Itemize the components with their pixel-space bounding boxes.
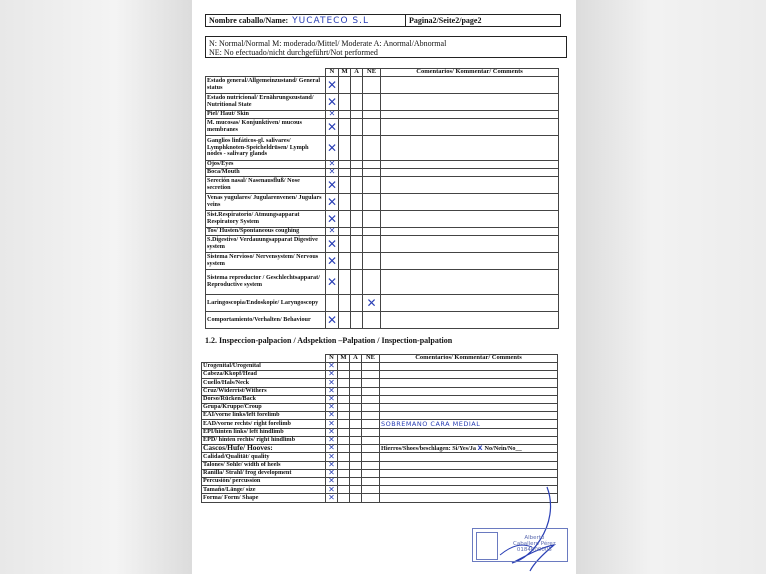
check-mark-icon: ✕ bbox=[327, 94, 338, 109]
comment-cell bbox=[381, 177, 559, 194]
comment-cell bbox=[380, 436, 558, 444]
comment-cell bbox=[380, 379, 558, 387]
general-exam-table bbox=[205, 68, 559, 329]
cell-ne bbox=[363, 194, 381, 211]
cell-ne bbox=[363, 270, 381, 295]
comment-cell bbox=[381, 228, 559, 236]
cell-a bbox=[351, 312, 363, 329]
comment-cell bbox=[380, 363, 558, 371]
check-mark-icon: ✕ bbox=[327, 312, 338, 327]
cell-m bbox=[339, 161, 351, 169]
table-row bbox=[206, 77, 559, 94]
check-mark-icon: ✕ bbox=[327, 177, 338, 192]
comment-cell bbox=[381, 253, 559, 270]
cell-ne bbox=[363, 211, 381, 228]
horse-name-label: Nombre caballo/Name: bbox=[209, 16, 289, 25]
check-mark-icon: ✕ bbox=[363, 295, 381, 312]
check-mark-icon: ✕ bbox=[326, 270, 339, 295]
cell-a bbox=[351, 77, 363, 94]
cell-ne bbox=[362, 453, 380, 461]
table-row bbox=[206, 194, 559, 211]
table-row bbox=[202, 428, 558, 436]
comment-cell bbox=[381, 136, 559, 161]
cell-a bbox=[351, 161, 363, 169]
check-mark-icon: ✕ bbox=[326, 363, 338, 371]
cell-a bbox=[351, 211, 363, 228]
legend-line-1: N: Normal/Normal M: moderado/Mittel/ Moderate A: Anormal/Abnormal bbox=[209, 39, 447, 48]
table-row bbox=[206, 161, 559, 169]
cell-a bbox=[350, 461, 362, 469]
cell-ne bbox=[362, 478, 380, 486]
cell-a bbox=[350, 363, 362, 371]
horse-name-cell bbox=[206, 15, 406, 26]
cell-a bbox=[351, 194, 363, 211]
cell-m bbox=[338, 371, 350, 379]
check-mark-icon: ✕ bbox=[326, 111, 339, 119]
check-mark-icon: ✕ bbox=[326, 228, 339, 236]
table-row bbox=[206, 94, 559, 111]
comment-cell bbox=[381, 169, 559, 177]
document-page bbox=[192, 0, 576, 574]
row-label: Piel/ Haut/ Skin bbox=[206, 111, 326, 119]
cell-m bbox=[339, 228, 351, 236]
col-a: A bbox=[350, 355, 362, 363]
comment-cell bbox=[381, 94, 559, 111]
cell-ne bbox=[363, 94, 381, 111]
legend-line-2: NE: No efectuado/nicht durchgeführt/Not performed bbox=[209, 48, 378, 57]
check-mark-icon: ✕ bbox=[326, 436, 338, 444]
comment-cell bbox=[380, 387, 558, 395]
table-header bbox=[206, 69, 559, 77]
table-row bbox=[206, 169, 559, 177]
table-row bbox=[206, 177, 559, 194]
cell-m bbox=[338, 379, 350, 387]
table-row bbox=[206, 211, 559, 228]
comment-cell bbox=[380, 453, 558, 461]
table-row bbox=[202, 371, 558, 379]
check-mark-icon: ✕ bbox=[326, 486, 338, 494]
check-mark-icon: ✕ bbox=[326, 453, 338, 461]
check-mark-icon: ✕ bbox=[326, 161, 339, 169]
cell-m bbox=[339, 94, 351, 111]
cell-ne bbox=[363, 236, 381, 253]
table-header bbox=[202, 355, 558, 363]
row-label: Cruz/Widerrist/Withers bbox=[202, 387, 326, 395]
right-background bbox=[576, 0, 766, 574]
legend-box bbox=[205, 36, 567, 58]
table-row bbox=[202, 379, 558, 387]
row-label: EAI/vorne links/left forelimb bbox=[202, 412, 326, 420]
col-comments: Comentarios/ Kommentar/ Comments bbox=[381, 69, 559, 77]
row-label: Cabeza/Kkopf/Head bbox=[202, 371, 326, 379]
cell-m bbox=[339, 111, 351, 119]
cell-a bbox=[350, 403, 362, 411]
table-row bbox=[202, 395, 558, 403]
check-mark-icon: ✕ bbox=[326, 379, 338, 387]
row-label: Urogenital/Urogenital bbox=[202, 363, 326, 371]
row-label: Sereción nasal/ Nasenausfluß/ Nose secretion bbox=[206, 177, 326, 194]
table-row bbox=[202, 420, 558, 428]
check-mark-icon: ✕ bbox=[326, 387, 338, 395]
cell-a bbox=[351, 228, 363, 236]
cell-m bbox=[339, 236, 351, 253]
check-mark-icon: ✕ bbox=[326, 420, 338, 428]
check-mark-icon: ✕ bbox=[327, 253, 338, 268]
page-label: Pagina2/Seite2/page2 bbox=[409, 16, 482, 25]
table-row bbox=[206, 228, 559, 236]
table-row bbox=[206, 295, 559, 312]
cell-m bbox=[339, 177, 351, 194]
cell-a bbox=[351, 169, 363, 177]
row-label: Estado nutricional/ Ernährungszustand/ Nutritional State bbox=[206, 94, 326, 111]
cell-m bbox=[338, 461, 350, 469]
table-row bbox=[202, 387, 558, 395]
table-row bbox=[202, 403, 558, 411]
stamp-logo-icon bbox=[476, 532, 498, 560]
cell-a bbox=[351, 177, 363, 194]
cell-a bbox=[350, 469, 362, 477]
row-label: EPD/ hinten rechts/ right hindlimb bbox=[202, 436, 326, 444]
cell-m bbox=[339, 77, 351, 94]
cell-a bbox=[350, 420, 362, 428]
veterinarian-stamp bbox=[472, 528, 568, 562]
comment-cell bbox=[381, 236, 559, 253]
row-label: Tos/ Husten/Spontaneous coughing bbox=[206, 228, 326, 236]
row-label: Sist.Respiratorio/ Atmungsapparat Respiratory System bbox=[206, 211, 326, 228]
palpation-table bbox=[201, 354, 558, 503]
stamp-number: 0184600005 bbox=[516, 547, 552, 553]
cell-m bbox=[339, 119, 351, 136]
cell-m bbox=[338, 486, 350, 494]
cell-m bbox=[338, 420, 350, 428]
cell-ne bbox=[362, 428, 380, 436]
cell-m bbox=[339, 211, 351, 228]
cell-m bbox=[338, 428, 350, 436]
row-label: Sistema reproductor / Geschlechtsapparat/ Reproductive system bbox=[206, 270, 326, 295]
cell-m bbox=[339, 312, 351, 329]
cell-a bbox=[350, 428, 362, 436]
check-mark-icon: ✕ bbox=[326, 412, 338, 420]
row-label: Boca/Mouth bbox=[206, 169, 326, 177]
cell-ne bbox=[362, 403, 380, 411]
cell-m bbox=[338, 403, 350, 411]
table-row bbox=[206, 119, 559, 136]
cell-a bbox=[351, 111, 363, 119]
comment-cell bbox=[380, 428, 558, 436]
cell-m bbox=[339, 295, 351, 312]
cell-m bbox=[339, 194, 351, 211]
cell-ne bbox=[363, 228, 381, 236]
cell-a bbox=[351, 136, 363, 161]
cell-a bbox=[350, 395, 362, 403]
col-comments: Comentarios/ Kommentar/ Comments bbox=[380, 355, 558, 363]
check-mark-icon: ✕ bbox=[326, 478, 338, 486]
cell-m bbox=[338, 478, 350, 486]
cell-ne bbox=[363, 253, 381, 270]
comment-cell bbox=[381, 194, 559, 211]
cell-a bbox=[351, 295, 363, 312]
row-label: Venas yugulares/ Jugularenvenen/ Jugulars veins bbox=[206, 194, 326, 211]
cell-m bbox=[339, 169, 351, 177]
cell-m bbox=[338, 412, 350, 420]
section-title: 1.2. Inspeccion-palpacion / Adspektion –Palpation / Inspection-palpation bbox=[205, 336, 453, 345]
shoes-yes-mark: X bbox=[477, 443, 483, 452]
stamp-name-2: Caballero Pérez bbox=[513, 541, 556, 547]
col-ne: NE bbox=[362, 355, 380, 363]
left-background bbox=[0, 0, 192, 574]
cell-ne bbox=[362, 395, 380, 403]
cell-ne bbox=[363, 136, 381, 161]
row-label: Ganglios linfáticos-gl. salivares/ Lymphknoten-Speicheldrüsen/ Lymph nodes - salivary glands bbox=[206, 136, 326, 161]
row-label: Forma/ Form/ Shape bbox=[202, 494, 326, 502]
cell-m bbox=[338, 363, 350, 371]
cell-a bbox=[350, 436, 362, 444]
cell-m bbox=[338, 395, 350, 403]
row-label: Talones/ Sohle/ width of heels bbox=[202, 461, 326, 469]
row-label: Tamaño/Länge/ size bbox=[202, 486, 326, 494]
check-mark-icon: ✕ bbox=[326, 136, 339, 161]
cell-m bbox=[338, 494, 350, 502]
cell-ne bbox=[363, 119, 381, 136]
comment-cell bbox=[381, 119, 559, 136]
col-n: N bbox=[326, 355, 338, 363]
comment-cell bbox=[381, 312, 559, 329]
row-label: Cuello/Hals/Neck bbox=[202, 379, 326, 387]
comment-cell bbox=[380, 403, 558, 411]
cell-ne bbox=[363, 77, 381, 94]
col-n: N bbox=[326, 69, 339, 77]
table-row bbox=[206, 312, 559, 329]
cell-a bbox=[351, 253, 363, 270]
cell-a bbox=[350, 494, 362, 502]
cell-a bbox=[351, 119, 363, 136]
check-mark-icon: ✕ bbox=[327, 77, 338, 92]
hooves-row bbox=[202, 444, 558, 453]
table-row bbox=[206, 236, 559, 253]
cell-ne bbox=[362, 469, 380, 477]
cell-a bbox=[350, 412, 362, 420]
cell-ne bbox=[363, 177, 381, 194]
cell-ne bbox=[362, 494, 380, 502]
row-label: Ranilla/ Strahl/ frog development bbox=[202, 469, 326, 477]
comment-cell bbox=[380, 412, 558, 420]
check-mark-icon: ✕ bbox=[327, 119, 338, 134]
table-row bbox=[202, 412, 558, 420]
cell-ne bbox=[363, 161, 381, 169]
cell-a bbox=[350, 478, 362, 486]
col-a: A bbox=[351, 69, 363, 77]
cell-m bbox=[339, 270, 351, 295]
cell-ne bbox=[362, 436, 380, 444]
cell-ne bbox=[362, 387, 380, 395]
cell-ne bbox=[362, 412, 380, 420]
comment-cell bbox=[380, 461, 558, 469]
check-mark-icon: ✕ bbox=[326, 428, 338, 436]
row-label: Percusión/ percussion bbox=[202, 478, 326, 486]
row-label: Calidad/Qualität/ quality bbox=[202, 453, 326, 461]
cell-m bbox=[338, 469, 350, 477]
table-row bbox=[202, 363, 558, 371]
hooves-label: Cascos/Hufe/ Hooves: bbox=[202, 444, 326, 453]
check-mark-icon: ✕ bbox=[326, 395, 338, 403]
check-mark-icon: ✕ bbox=[326, 403, 338, 411]
title-row bbox=[205, 14, 561, 27]
check-mark-icon: ✕ bbox=[326, 371, 338, 379]
row-label: Ojos/Eyes bbox=[206, 161, 326, 169]
table-row bbox=[206, 253, 559, 270]
cell-m bbox=[338, 453, 350, 461]
cell-ne bbox=[363, 312, 381, 329]
table-row bbox=[202, 453, 558, 461]
shoes-label: Hierros/Shoes/beschlagen: Si/Yes/Ja bbox=[381, 444, 476, 452]
table-row bbox=[202, 469, 558, 477]
horse-name-value: YUCATECO S.L bbox=[292, 15, 369, 26]
cell-ne bbox=[363, 111, 381, 119]
comment-cell bbox=[381, 295, 559, 312]
check-mark-icon: ✕ bbox=[327, 194, 338, 209]
comment-cell bbox=[380, 371, 558, 379]
comment-cell bbox=[381, 211, 559, 228]
row-label: Grupa/Kruppe/Croup bbox=[202, 403, 326, 411]
cell-ne bbox=[363, 169, 381, 177]
comment-cell bbox=[381, 111, 559, 119]
cell-ne bbox=[362, 461, 380, 469]
check-mark-icon: ✕ bbox=[327, 236, 338, 251]
check-mark-icon: ✕ bbox=[326, 461, 338, 469]
cell-m bbox=[339, 253, 351, 270]
row-label: Laringoscopia/Endoskopie/ Laryngoscopy bbox=[206, 295, 326, 312]
cell-ne bbox=[362, 363, 380, 371]
stamp-name-1: Alberto bbox=[524, 535, 545, 541]
comment-cell bbox=[381, 270, 559, 295]
cell-ne bbox=[362, 371, 380, 379]
row-label: Sistema Nervioso/ Nervensystem/ Nervous system bbox=[206, 253, 326, 270]
cell-a bbox=[351, 270, 363, 295]
cell-a bbox=[350, 379, 362, 387]
cell-ne bbox=[362, 420, 380, 428]
comment-cell bbox=[380, 469, 558, 477]
shoes-no-label: No/Nein/No__ bbox=[484, 444, 522, 452]
table-row bbox=[206, 136, 559, 161]
cell-a bbox=[351, 94, 363, 111]
cell-a bbox=[350, 371, 362, 379]
cell-ne bbox=[362, 379, 380, 387]
comment-cell bbox=[380, 395, 558, 403]
cell-m bbox=[338, 387, 350, 395]
check-mark-icon: ✕ bbox=[326, 494, 338, 502]
cell-ne bbox=[362, 486, 380, 494]
table-row bbox=[206, 270, 559, 295]
comment-cell: SOBREMANO CARA MEDIAL bbox=[380, 420, 558, 428]
shoes-cell bbox=[380, 444, 558, 453]
cell-m bbox=[339, 136, 351, 161]
check-mark-icon: ✕ bbox=[326, 444, 338, 453]
col-m: M bbox=[338, 355, 350, 363]
cell-n bbox=[326, 295, 339, 312]
check-mark-icon: ✕ bbox=[326, 469, 338, 477]
check-mark-icon: ✕ bbox=[326, 169, 339, 177]
row-label: Estado general/Allgemeinzustand/ General status bbox=[206, 77, 326, 94]
row-label: EAD/vorne rechts/ right forelimb bbox=[202, 420, 326, 428]
cell-a bbox=[350, 387, 362, 395]
comment-cell bbox=[381, 161, 559, 169]
row-label: EPI/hinten links/ left hindlimb bbox=[202, 428, 326, 436]
col-ne: NE bbox=[363, 69, 381, 77]
row-label: M. mucosas/ Konjunktiven/ mucous membranes bbox=[206, 119, 326, 136]
row-label: S.Digestivo/ Verdauungsapparat Digestive system bbox=[206, 236, 326, 253]
cell-m bbox=[338, 436, 350, 444]
cell-a bbox=[350, 486, 362, 494]
check-mark-icon: ✕ bbox=[327, 211, 338, 226]
col-m: M bbox=[339, 69, 351, 77]
row-label: Comportamiento/Verhalten/ Behaviour bbox=[206, 312, 326, 329]
cell-a bbox=[350, 453, 362, 461]
table-row bbox=[202, 461, 558, 469]
row-label: Dorso/Rücken/Back bbox=[202, 395, 326, 403]
comment-cell bbox=[381, 77, 559, 94]
cell-a bbox=[351, 236, 363, 253]
table-row bbox=[206, 111, 559, 119]
